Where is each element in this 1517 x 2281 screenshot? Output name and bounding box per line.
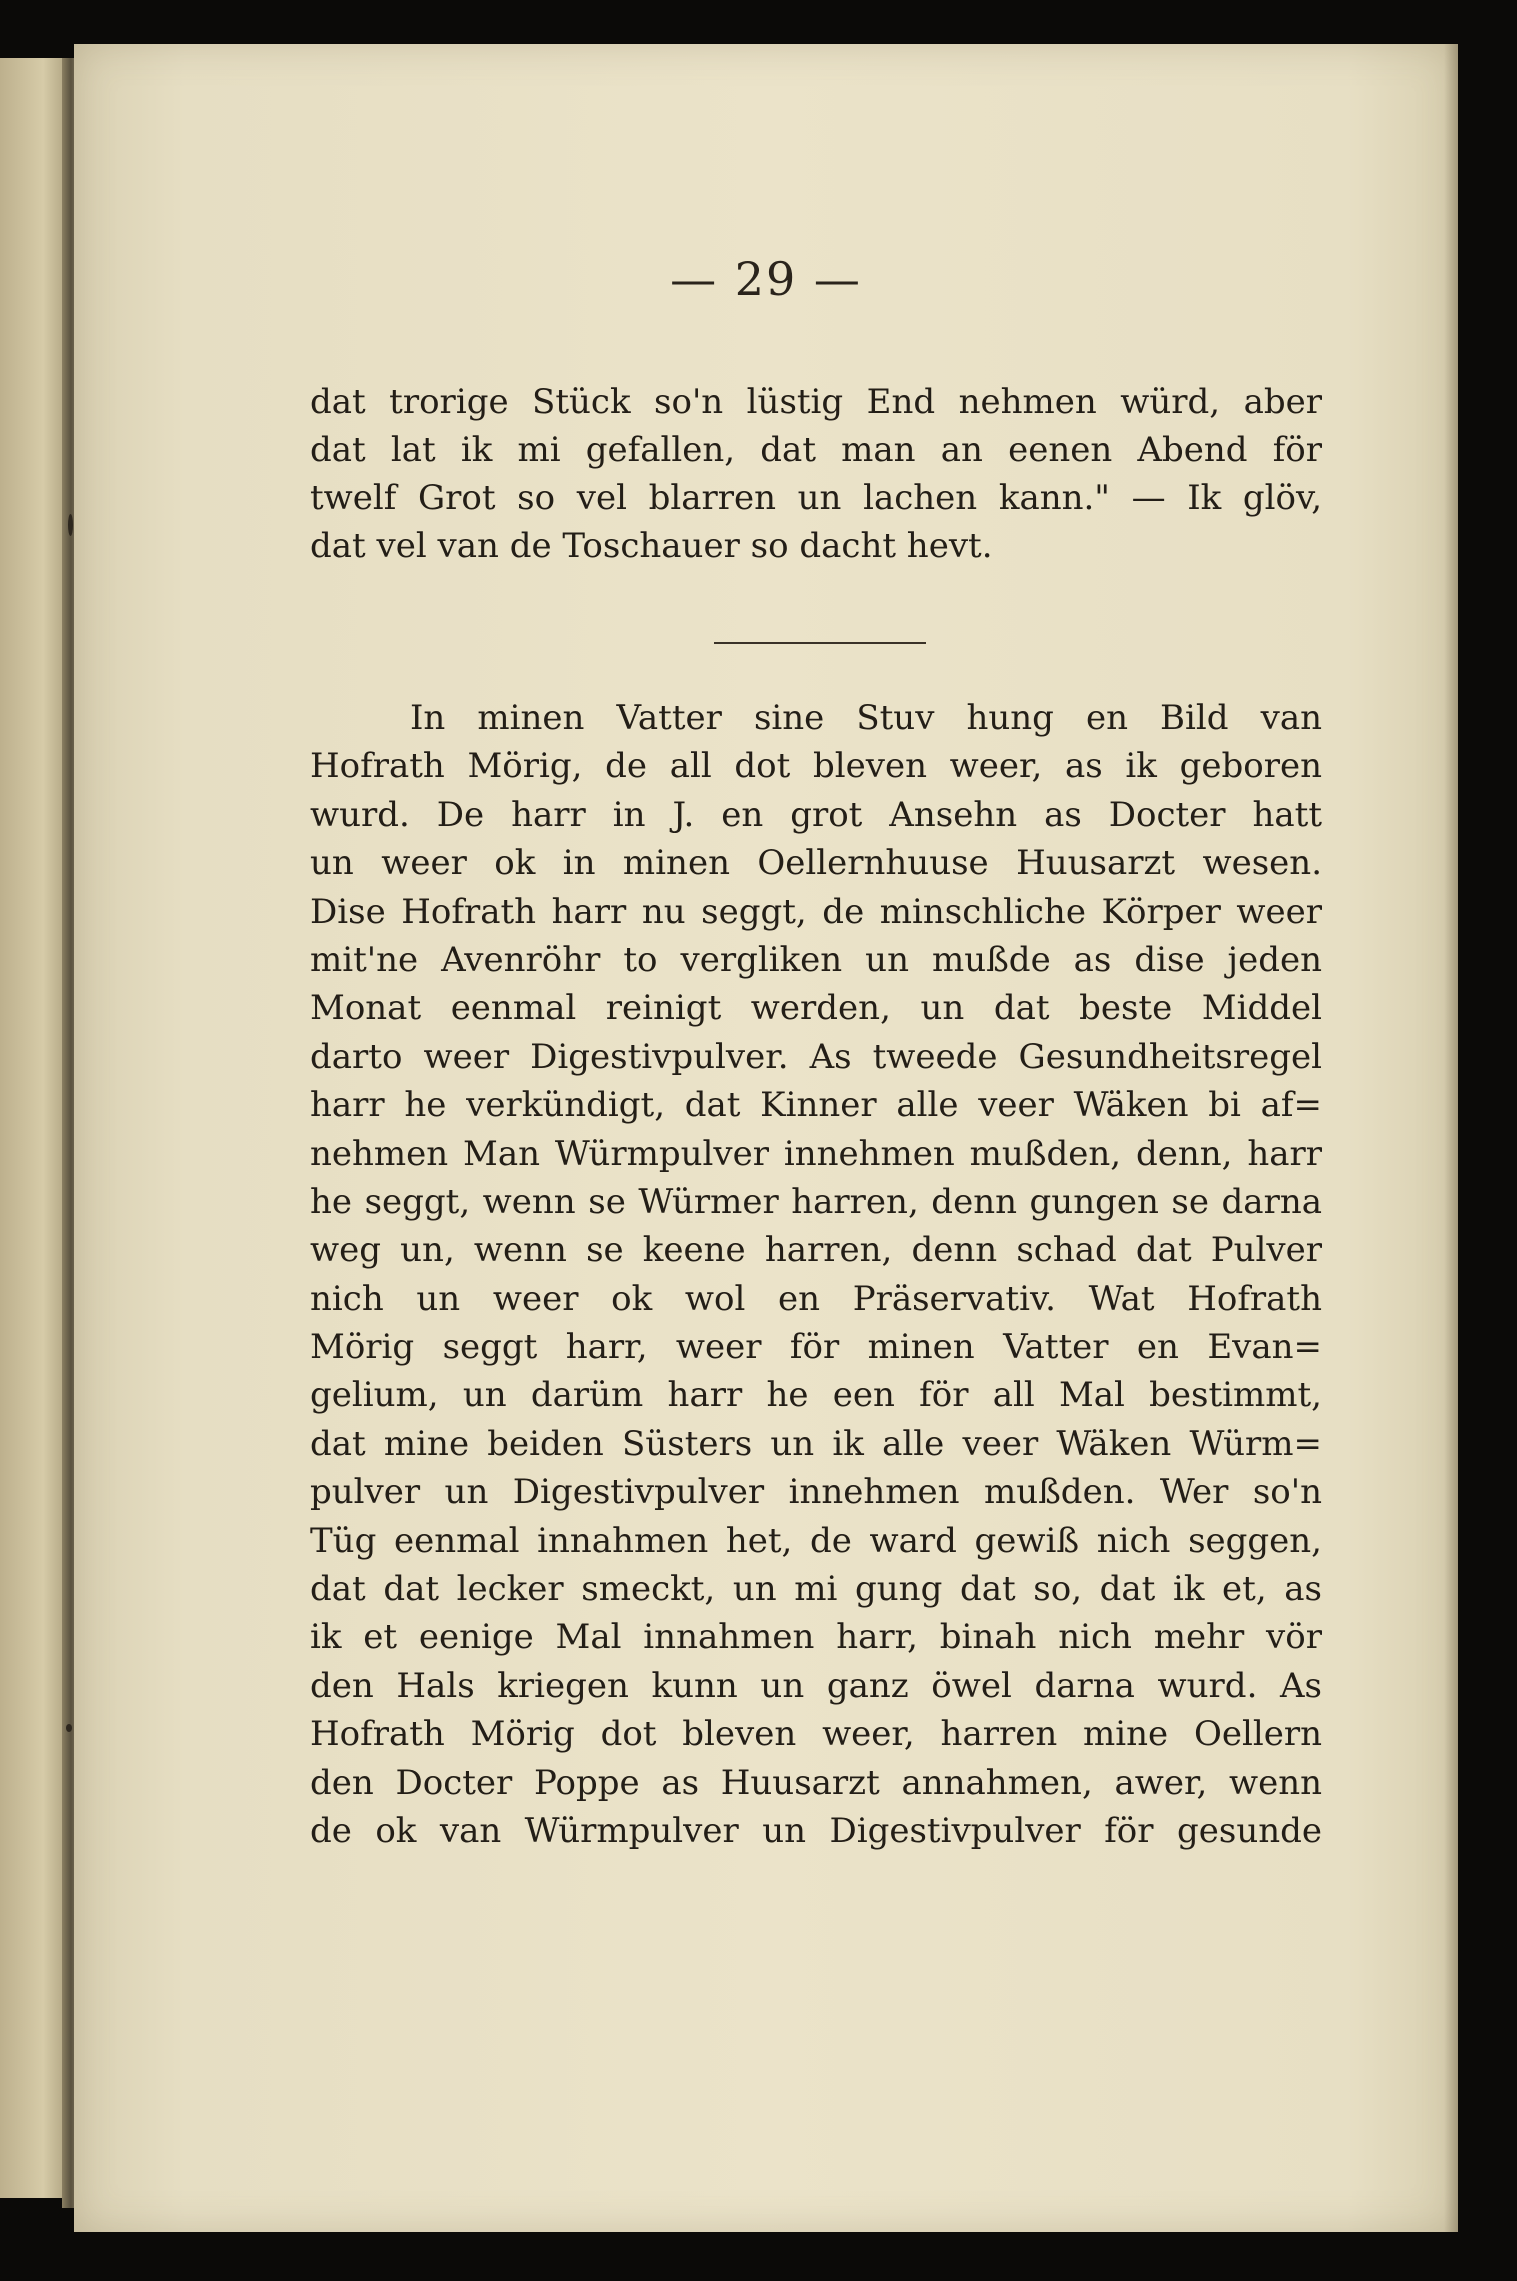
text-line: Tüg eenmal innahmen het, de ward gewiß nich seggen, — [310, 1520, 1322, 1561]
text-line: Hofrath Mörig dot bleven weer, harren mine Oellern — [310, 1714, 1322, 1755]
text-line: harr he verkündigt, dat Kinner alle veer Wäken bi af= — [310, 1085, 1322, 1126]
text-line: wurd. De harr in J. en grot Ansehn as Docter hatt — [310, 794, 1322, 835]
text-line: weg un, wenn se keene harren, denn schad dat Pulver — [310, 1230, 1322, 1271]
text-line: darto weer Digestivpulver. As tweede Gesundheitsregel — [310, 1036, 1322, 1077]
text-line: pulver un Digestivpulver innehmen mußden. Wer so'n — [310, 1472, 1322, 1513]
text-line: nehmen Man Würmpulver innehmen mußden, denn, harr — [310, 1133, 1322, 1174]
text-line: de ok van Würmpulver un Digestivpulver för gesunde — [310, 1810, 1322, 1851]
text-line: nich un weer ok wol en Präservativ. Wat Hofrath — [310, 1278, 1322, 1319]
text-line: den Hals kriegen kunn un ganz öwel darna wurd. As — [310, 1665, 1322, 1706]
paragraph-1 — [310, 378, 1322, 570]
text-line: twelf Grot so vel blarren un lachen kann." — Ik glöv, — [310, 478, 1322, 518]
text-line: ik et eenige Mal innahmen harr, binah nich mehr vör — [310, 1617, 1322, 1658]
paper-speck — [68, 514, 73, 536]
text-line: dat trorige Stück so'n lüstig End nehmen würd, aber — [310, 382, 1322, 422]
book-page — [74, 44, 1458, 2232]
text-line: den Docter Poppe as Huusarzt annahmen, awer, wenn — [310, 1762, 1322, 1803]
text-line: un weer ok in minen Oellernhuuse Huusarzt wesen. — [310, 843, 1322, 884]
text-line: he seggt, wenn se Würmer harren, denn gungen se darna — [310, 1181, 1322, 1222]
text-line: gelium, un darüm harr he een för all Mal bestimmt, — [310, 1375, 1322, 1416]
text-line: dat lat ik mi gefallen, dat man an eenen Abend för — [310, 430, 1322, 470]
text-line: mit'ne Avenröhr to vergliken un mußde as dise jeden — [310, 939, 1322, 980]
text-line: dat dat lecker smeckt, un mi gung dat so, dat ik et, as — [310, 1569, 1322, 1610]
text-line: Monat eenmal reinigt werden, un dat beste Middel — [310, 988, 1322, 1029]
text-line: Mörig seggt harr, weer för minen Vatter en Evan= — [310, 1327, 1322, 1368]
text-line: In minen Vatter sine Stuv hung en Bild van — [410, 698, 1322, 738]
paragraph-2 — [310, 694, 1322, 1855]
text-line: dat mine beiden Süsters un ik alle veer Wäken Würm= — [310, 1423, 1322, 1464]
page-edge-shadow — [1444, 44, 1458, 2232]
section-divider — [714, 642, 926, 644]
paper-speck — [66, 1724, 72, 1732]
text-line: Dise Hofrath harr nu seggt, de minschliche Körper weer — [310, 891, 1322, 932]
text-line: Hofrath Mörig, de all dot bleven weer, as ik geboren — [310, 746, 1322, 787]
page-number: — 29 — — [670, 252, 862, 306]
text-line: dat vel van de Toschauer so dacht hevt. — [310, 526, 993, 566]
